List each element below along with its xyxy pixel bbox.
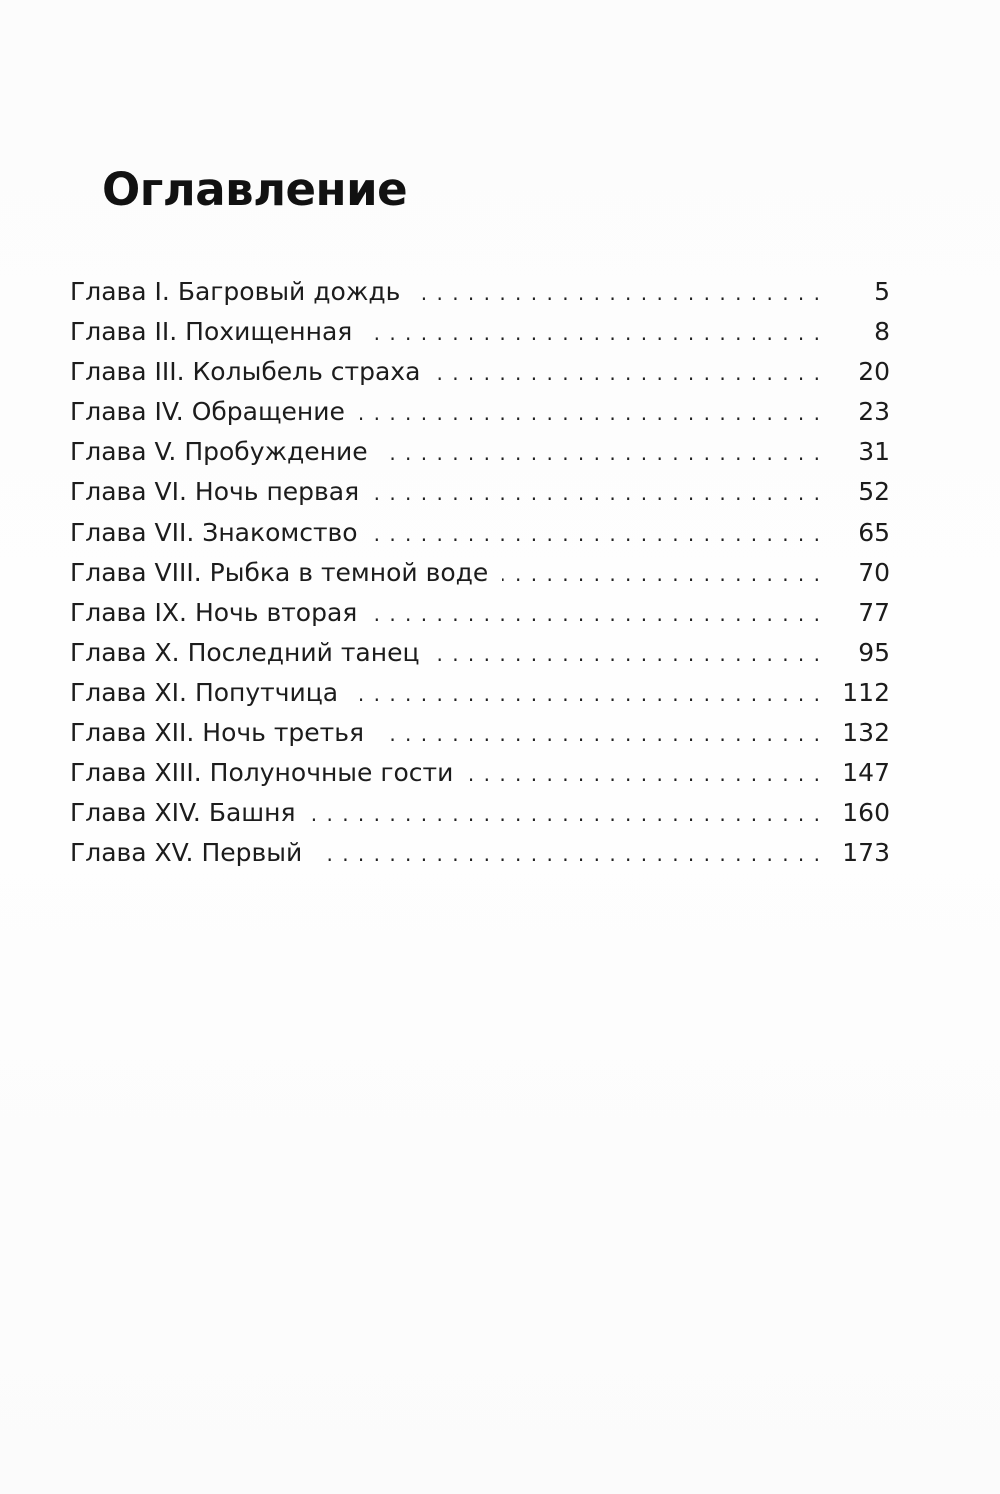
toc-entry xyxy=(70,312,890,352)
chapter-title: Глава VIII. Рыбка в темной воде xyxy=(70,557,489,587)
dot-leader xyxy=(316,834,828,874)
dot-leader xyxy=(433,634,828,674)
table-of-contents xyxy=(70,272,890,873)
dot-leader xyxy=(382,433,828,473)
toc-entry xyxy=(70,472,890,512)
dot-leader xyxy=(502,554,828,594)
toc-entry xyxy=(70,633,890,673)
dot-leader xyxy=(310,794,828,834)
dot-leader xyxy=(434,353,828,393)
toc-entry xyxy=(70,593,890,633)
page-number: 52 xyxy=(858,477,890,507)
chapter-title: Глава IV. Обращение xyxy=(70,397,345,427)
page-number: 112 xyxy=(842,677,890,707)
chapter-title: Глава I. Багровый дождь xyxy=(70,277,401,306)
page-title: Оглавление xyxy=(102,163,408,216)
toc-entry xyxy=(70,352,890,392)
chapter-title: Глава XIII. Полуночные гости xyxy=(70,758,454,788)
chapter-title: Глава IX. Ночь вторая xyxy=(70,597,358,627)
toc-entry xyxy=(70,392,890,432)
page-number: 95 xyxy=(858,637,890,667)
page-number: 8 xyxy=(874,317,890,347)
dot-leader xyxy=(414,273,828,313)
toc-entry xyxy=(70,272,890,312)
dot-leader xyxy=(371,594,828,634)
page-number: 65 xyxy=(858,517,890,547)
chapter-title: Глава III. Колыбель страха xyxy=(70,357,421,387)
page-number: 20 xyxy=(858,357,890,387)
chapter-title: Глава VII. Знакомство xyxy=(70,517,358,547)
page-number: 147 xyxy=(842,758,890,788)
dot-leader xyxy=(352,674,828,714)
toc-entry xyxy=(70,432,890,472)
chapter-title: Глава X. Последний танец xyxy=(70,637,420,667)
toc-entry xyxy=(70,793,890,833)
page-number: 132 xyxy=(842,718,890,748)
toc-entry xyxy=(70,833,890,873)
toc-entry xyxy=(70,673,890,713)
dot-leader xyxy=(378,714,828,754)
toc-entry xyxy=(70,553,890,593)
page-number: 77 xyxy=(858,597,890,627)
dot-leader xyxy=(359,393,828,433)
toc-entry xyxy=(70,513,890,553)
toc-entry xyxy=(70,753,890,793)
dot-leader xyxy=(372,514,828,554)
page-number: 70 xyxy=(858,557,890,587)
toc-entry xyxy=(70,713,890,753)
dot-leader xyxy=(366,313,828,353)
chapter-title: Глава VI. Ночь первая xyxy=(70,477,360,507)
dot-leader xyxy=(373,473,828,513)
chapter-title: Глава XII. Ночь третья xyxy=(70,718,365,748)
page-number: 160 xyxy=(842,798,890,828)
chapter-title: Глава XIV. Башня xyxy=(70,798,296,828)
chapter-title: Глава XV. Первый xyxy=(70,838,303,868)
page-number: 23 xyxy=(858,397,890,427)
chapter-title: Глава V. Пробуждение xyxy=(70,437,368,467)
chapter-title: Глава II. Похищенная xyxy=(70,317,353,347)
page-number: 5 xyxy=(874,277,890,306)
dot-leader xyxy=(467,754,828,794)
page-number: 31 xyxy=(858,437,890,467)
chapter-title: Глава XI. Попутчица xyxy=(70,677,339,707)
page-number: 173 xyxy=(842,838,890,868)
